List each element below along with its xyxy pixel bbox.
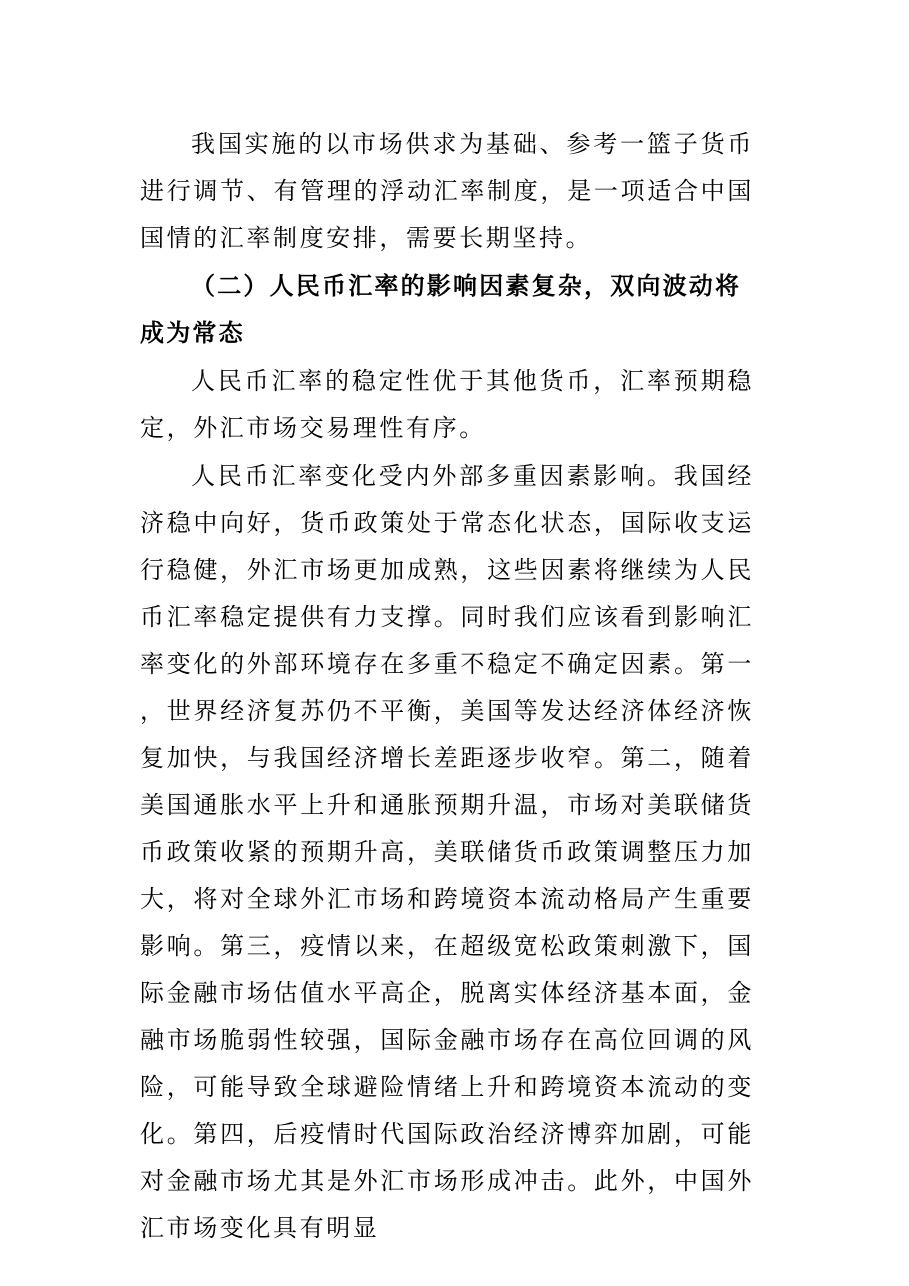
paragraph-rmb-stability: 人民币汇率的稳定性优于其他货币，汇率预期稳定，外汇市场交易理性有序。 [140, 367, 754, 442]
document-body [140, 121, 754, 1253]
section-heading-2: （二）人民币汇率的影响因素复杂，双向波动将成为常态 [140, 272, 742, 347]
paragraph-exchange-rate-regime: 我国实施的以市场供求为基础、参考一篮子货币进行调节、有管理的浮动汇率制度，是一项适合中国国情的汇率制度安排，需要长期坚持。 [140, 130, 754, 252]
paragraph-influencing-factors: 人民币汇率变化受内外部多重因素影响。我国经济稳中向好，货币政策处于常态化状态，国际收支运行稳健，外汇市场更加成熟，这些因素将继续为人民币汇率稳定提供有力支撑。同时我们应该看到影响汇率变化的外部环境存在多重不稳定不确定因素。第一，世界经济复苏仍不平衡，美国等发达经济体经济恢复加快，与我国经济增长差距逐步收窄。第二，随着美国通胀水平上升和通胀预期升温，市场对美联储货币政策收紧的预期升高，美联储货币政策调整压力加大，将对全球外汇市场和跨境资本流动格局产生重要影响。第三，疫情以来，在超级宽松政策刺激下，国际金融市场估值水平高企，脱离实体经济基本面，金融市场脆弱性较强，国际金融市场存在高位回调的风险，可能导致全球避险情绪上升和跨境资本流动的变化。第四，后疫情时代国际政治经济博弈加剧，可能对金融市场尤其是外汇市场形成冲击。此外，中国外汇市场变化具有明显 [140, 462, 754, 1242]
